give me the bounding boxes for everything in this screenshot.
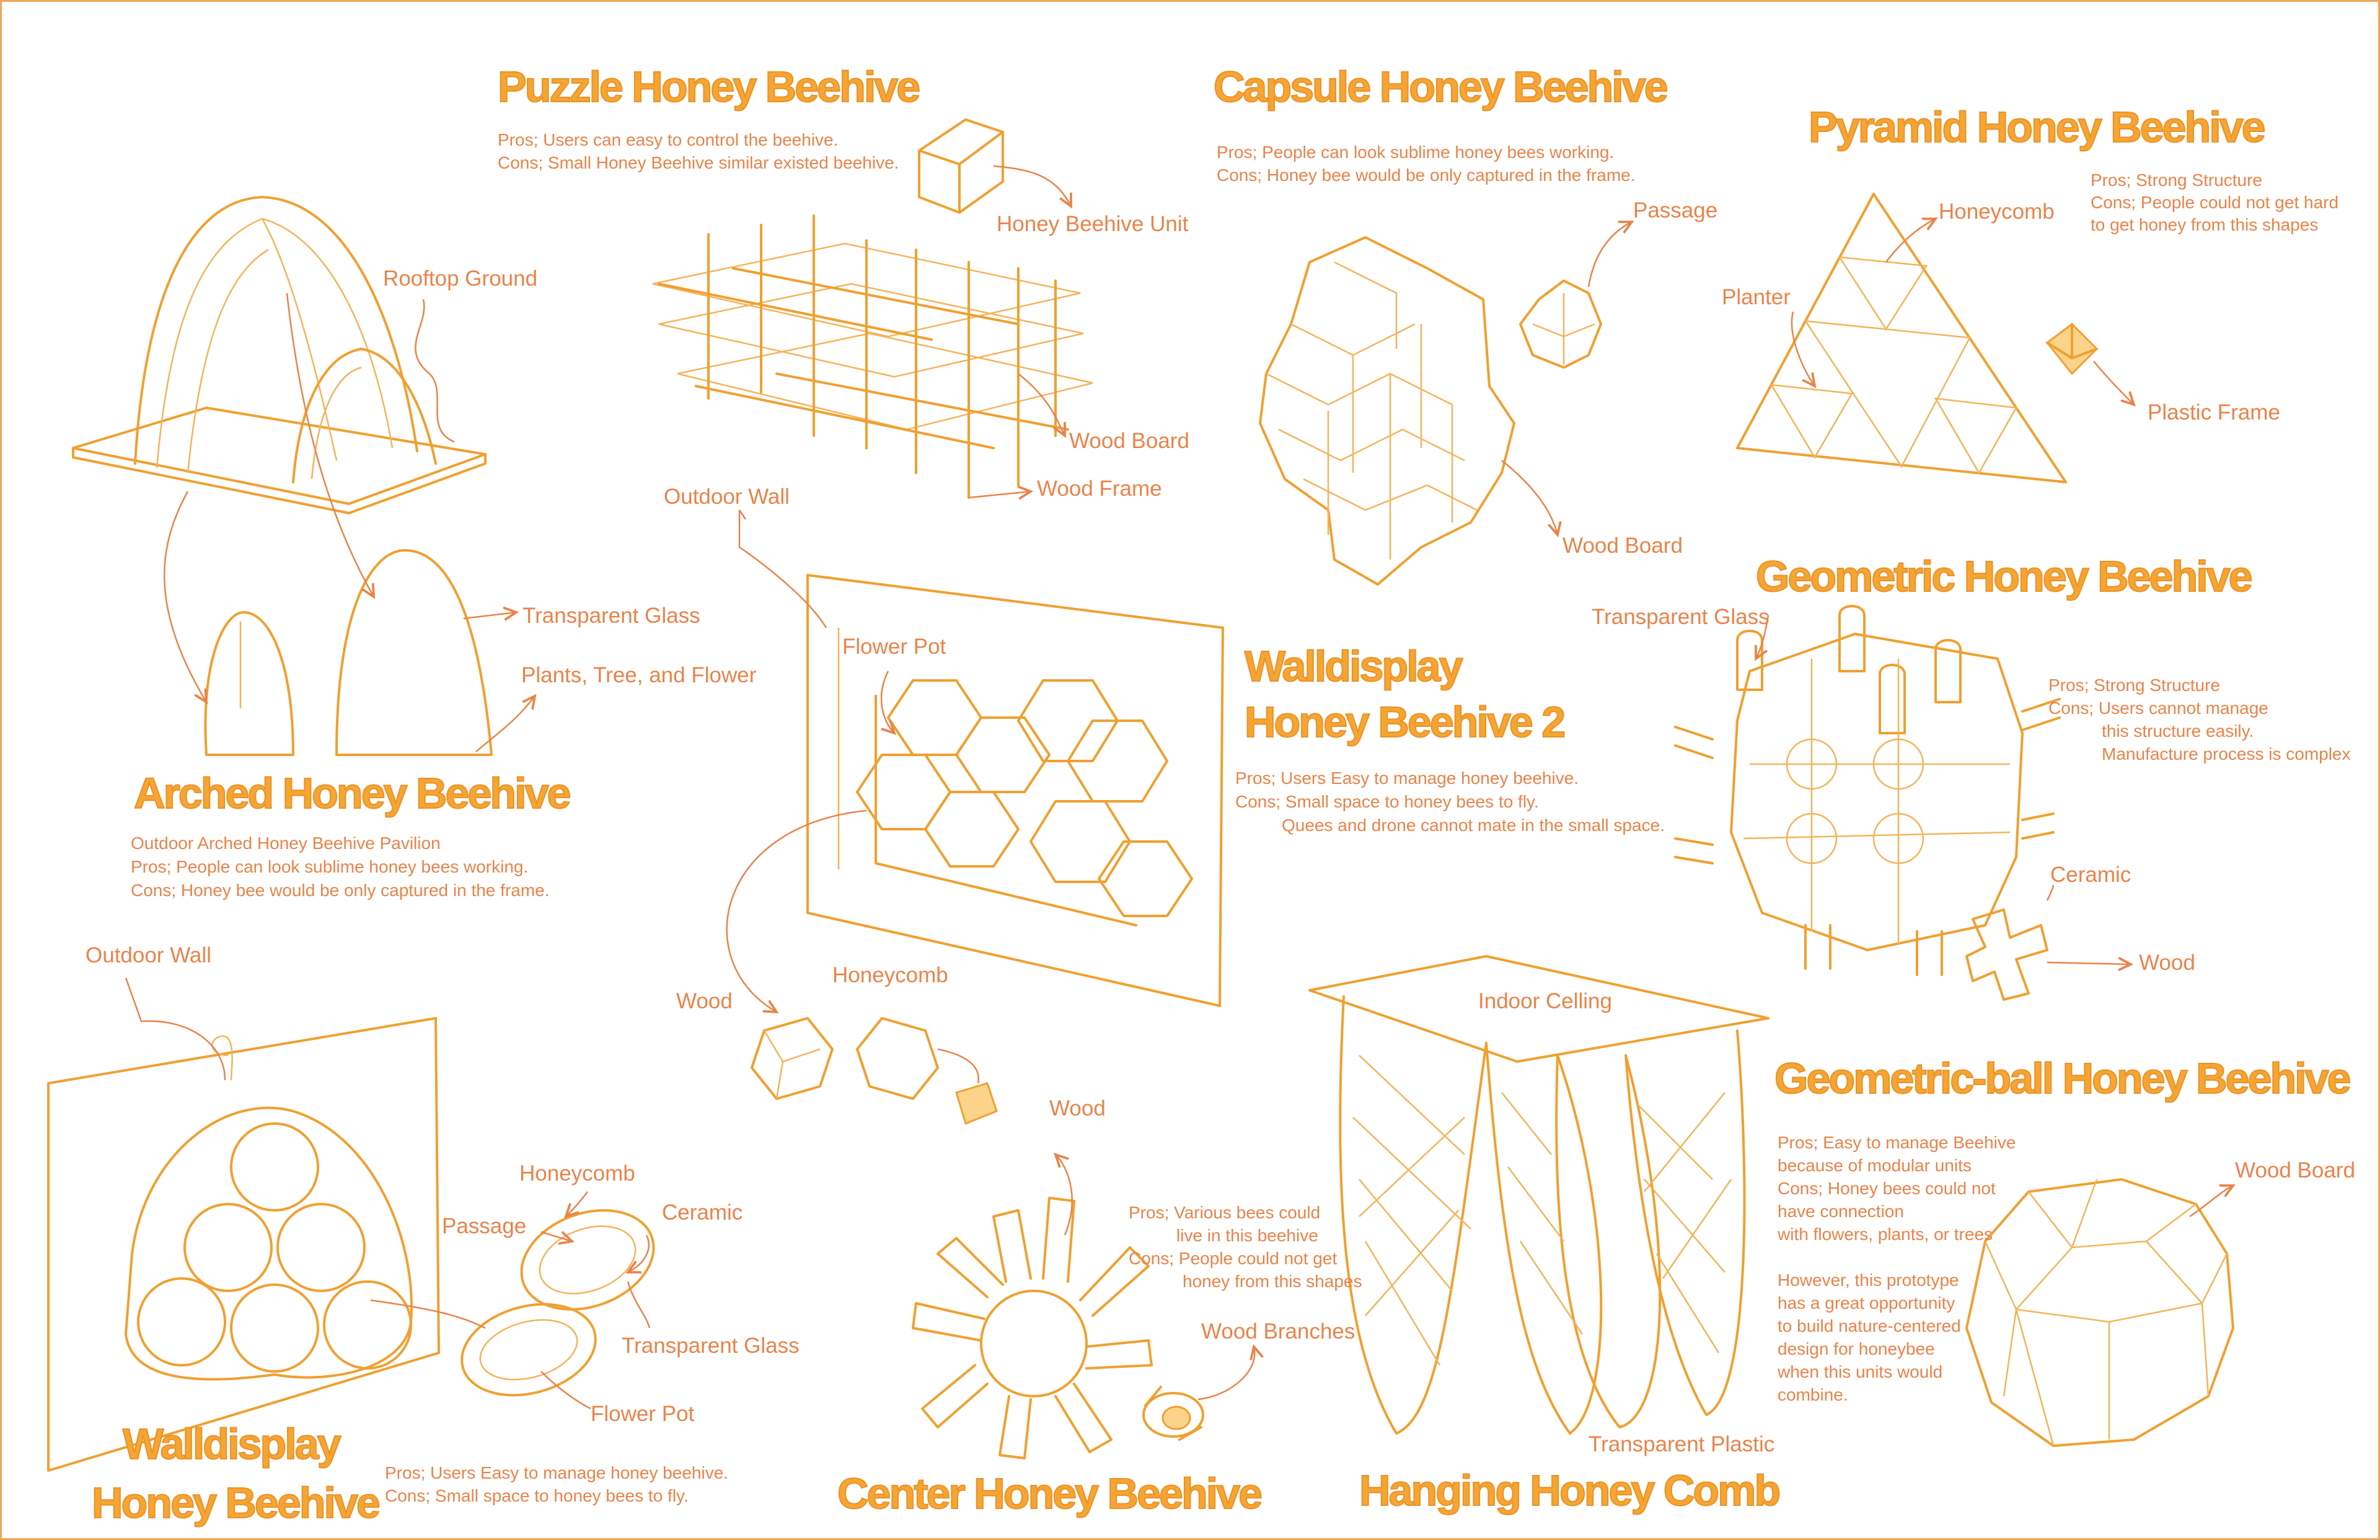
arched-title: Arched Honey Beehive — [134, 769, 570, 817]
geometric-ball-sketch — [1967, 1179, 2233, 1446]
geometric-pros: Pros; Strong Structure — [2048, 675, 2221, 695]
geometric-label-ceramic: Ceramic — [2050, 863, 2131, 887]
walldisplay-label-passage: Passage — [442, 1214, 527, 1238]
puzzle-title: Puzzle Honey Beehive — [498, 63, 919, 111]
walldisplay-sketch — [48, 978, 668, 1471]
pyramid-label-planter: Planter — [1722, 285, 1791, 309]
geometric-label-glass: Transparent Glass — [1592, 605, 1770, 629]
pyramid-pros: Pros; Strong Structure — [2091, 170, 2263, 190]
walldisplay-label-honeycomb: Honeycomb — [519, 1161, 635, 1186]
ball-line-4: with flowers, plants, or trees — [1778, 1225, 1993, 1244]
puzzle-label-unit: Honey Beehive Unit — [997, 212, 1189, 236]
hanging-label-plastic: Transparent Plastic — [1589, 1432, 1775, 1456]
hanging-title: Hanging Honey Comb — [1359, 1466, 1779, 1515]
walldisplay2-label-pot: Flower Pot — [842, 635, 946, 659]
ball-label-board: Wood Board — [2235, 1158, 2355, 1182]
center-pros: Pros; Various bees could — [1129, 1203, 1321, 1222]
geometric-cons-2: this structure easily. — [2102, 721, 2254, 741]
walldisplay-label-wall: Outdoor Wall — [86, 943, 211, 967]
ball-line-9: design for honeybee — [1778, 1339, 1935, 1358]
capsule-label-board: Wood Board — [1562, 534, 1683, 558]
pyramid-cons: Cons; People could not get hard — [2091, 193, 2339, 212]
walldisplay-title-line2: Honey Beehive — [92, 1479, 379, 1527]
center-title: Center Honey Beehive — [837, 1469, 1261, 1518]
arched-cons: Cons; Honey bee would be only captured in the frame. — [131, 881, 550, 900]
pyramid-label-frame: Plastic Frame — [2148, 400, 2280, 425]
center-label-wood: Wood — [1049, 1096, 1106, 1120]
puzzle-pros: Pros; Users can easy to control the beehive. — [498, 130, 839, 149]
ball-line-8: to build nature-centered — [1778, 1316, 1961, 1335]
hanging-label-ceiling: Indoor Celling — [1478, 989, 1612, 1013]
puzzle-cons: Cons; Small Honey Beehive similar existed beehive. — [498, 153, 899, 172]
pyramid-beehive-sketch — [1737, 194, 2134, 482]
capsule-title: Capsule Honey Beehive — [1214, 63, 1667, 111]
center-cons: Cons; People could not get — [1129, 1249, 1338, 1268]
walldisplay-title-line1: Walldisplay — [123, 1420, 340, 1468]
walldisplay2-title-line1: Walldisplay — [1245, 642, 1461, 690]
pyramid-title: Pyramid Honey Beehive — [1809, 103, 2264, 151]
pyramid-label-honeycomb: Honeycomb — [1939, 200, 2055, 224]
center-cons-2: honey from this shapes — [1183, 1272, 1362, 1291]
arched-label-rooftop: Rooftop Ground — [383, 266, 538, 291]
walldisplay-label-ceramic: Ceramic — [662, 1200, 743, 1225]
walldisplay2-label-wood: Wood — [676, 989, 733, 1013]
ball-line-11: combine. — [1778, 1385, 1848, 1404]
ball-line-2: Cons; Honey bees could not — [1778, 1179, 1996, 1198]
ball-line-1: because of modular units — [1778, 1156, 1972, 1175]
walldisplay2-cons-2: Quees and drone cannot mate in the small space. — [1282, 816, 1665, 835]
arched-label-glass: Transparent Glass — [522, 604, 700, 628]
walldisplay-pros: Pros; Users Easy to manage honey beehive. — [385, 1463, 729, 1482]
arched-pros: Pros; People can look sublime honey bees working. — [131, 857, 529, 876]
geometric-label-wood: Wood — [2139, 951, 2195, 975]
arched-label-plants: Plants, Tree, and Flower — [521, 663, 757, 687]
center-pros-2: live in this beehive — [1176, 1226, 1318, 1245]
puzzle-beehive-sketch — [653, 120, 1093, 498]
walldisplay-label-pot: Flower Pot — [591, 1402, 695, 1426]
arched-desc: Outdoor Arched Honey Beehive Pavilion — [131, 834, 441, 853]
capsule-label-passage: Passage — [1633, 198, 1718, 222]
center-label-branches: Wood Branches — [1201, 1319, 1355, 1344]
pyramid-cons-2: to get honey from this shapes — [2091, 215, 2319, 234]
walldisplay2-label-wall: Outdoor Wall — [664, 485, 790, 509]
center-beehive-sketch — [913, 1155, 1254, 1458]
walldisplay-label-glass: Transparent Glass — [622, 1334, 800, 1358]
puzzle-label-frame: Wood Frame — [1037, 477, 1162, 501]
ball-line-0: Pros; Easy to manage Beehive — [1778, 1133, 2016, 1152]
walldisplay-cons: Cons; Small space to honey bees to fly. — [385, 1486, 689, 1505]
walldisplay2-sketch — [727, 510, 1223, 1124]
ball-line-3: have connection — [1778, 1202, 1904, 1221]
geometric-cons: Cons; Users cannot manage — [2048, 698, 2268, 718]
walldisplay2-pros: Pros; Users Easy to manage honey beehive. — [1235, 768, 1579, 788]
geometric-beehive-sketch — [1675, 606, 2131, 1000]
capsule-cons: Cons; Honey bee would be only captured in the frame. — [1217, 165, 1636, 185]
puzzle-label-board: Wood Board — [1069, 429, 1189, 453]
ball-title: Geometric-ball Honey Beehive — [1774, 1054, 2350, 1102]
ball-line-7: has a great opportunity — [1778, 1293, 1955, 1313]
walldisplay2-cons: Cons; Small space to honey bees to fly. — [1235, 792, 1539, 811]
ball-line-6: However, this prototype — [1778, 1270, 1959, 1290]
ball-line-10: when this units would — [1778, 1362, 1943, 1381]
hanging-comb-sketch — [1310, 956, 1768, 1433]
geometric-title: Geometric Honey Beehive — [1756, 552, 2251, 601]
walldisplay2-label-honeycomb: Honeycomb — [832, 963, 948, 987]
walldisplay2-title-line2: Honey Beehive 2 — [1245, 698, 1564, 746]
capsule-beehive-sketch — [1260, 222, 1632, 584]
geometric-cons-3: Manufacture process is complex — [2102, 744, 2351, 763]
capsule-pros: Pros; People can look sublime honey bees working. — [1217, 143, 1615, 162]
